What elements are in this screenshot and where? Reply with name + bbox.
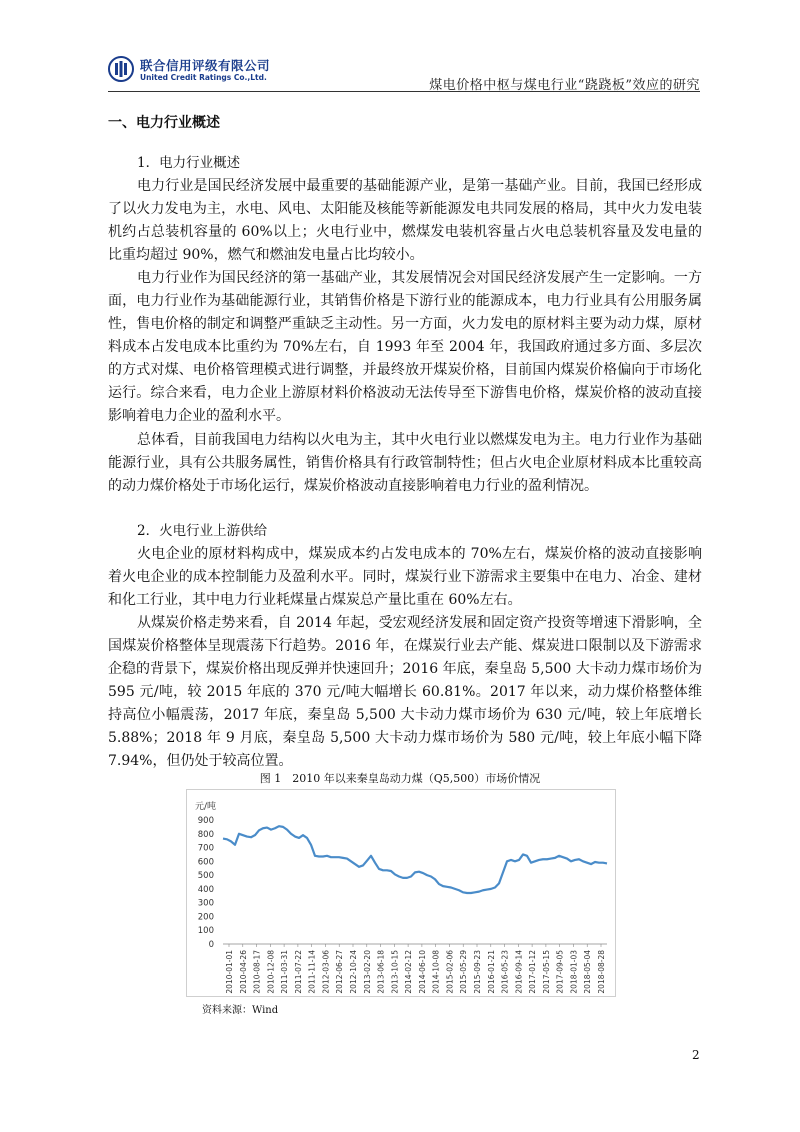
- x-tick-label: 2014-02-12: [404, 950, 414, 994]
- y-tick-label: 800: [197, 829, 214, 840]
- x-tick-label: 2015-09-23: [473, 950, 482, 994]
- chart-svg: [187, 790, 615, 996]
- x-tick-label: 2016-09-14: [514, 950, 524, 994]
- y-tick-label: 900: [197, 816, 214, 826]
- y-axis-unit-label: 元/吨: [195, 802, 217, 812]
- page-number: 2: [692, 1048, 700, 1062]
- x-tick-label: 2018-08-28: [597, 950, 606, 994]
- x-tick-label: 2010-01-01: [225, 950, 234, 994]
- x-tick-label: 2014-06-10: [417, 950, 427, 994]
- y-tick-label: 500: [197, 871, 214, 882]
- x-tick-label: 2011-07-22: [293, 950, 303, 994]
- y-tick-label: 700: [197, 843, 214, 854]
- x-tick-label: 2013-02-20: [362, 950, 372, 994]
- x-tick-label: 2010-08-17: [252, 950, 262, 994]
- paragraph-2: 电力行业作为国民经济的第一基础产业，其发展情况会对国民经济发展产生一定影响。一方面，电力行业作为基础能源行业，其销售价格是下游行业的能源成本，电力行业具有公用服务属性，售电价格的制定和调整严重缺乏主动性。另一方面，火力发电的原材料主要为动力煤，原材料成本占发电成本比重约为 70%左右，自 1993 年至 2004 年，我国政府通过多方面、多层次的方式对煤、电价格管理模式进行调整，并最终放开煤炭价格，目前国内煤炭价格偏向于市场化运行。综合来看，电力企业上游原材料价格波动无法传导至下游售电价格，煤炭价格的波动直接影响着电力企业的盈利水平。: [108, 270, 702, 424]
- paragraph-5: 从煤炭价格走势来看，自 2014 年起，受宏观经济发展和固定资产投资等增速下滑影响，全国煤炭价格整体呈现震荡下行趋势。2016 年，在煤炭行业去产能、煤炭进口限制以及下游需求企稳的背景下，煤炭价格出现反弹并快速回升；2016 年底，秦皇岛 5,500 大卡动力煤市场价为 595 元/吨，较 2015 年底的 370 元/吨大幅增长 60.81%。2017 年以来，动力煤价格整体维持高位小幅震荡，2017 年底，秦皇岛 5,500 大卡动力煤市场价为 630 元/吨，较上年底增长 5.88%；2018 年 9 月底，秦皇岛 5,500 大卡动力煤市场价为 580 元/吨，较上年底小幅下降 7.94%，但仍处于较高位置。: [108, 615, 702, 769]
- x-tick-label: 2011-11-14: [307, 950, 317, 994]
- coal-price-chart: [186, 789, 616, 997]
- paragraph-4: 火电企业的原材料构成中，煤炭成本约占发电成本的 70%左右，煤炭价格的波动直接影响着火电企业的成本控制能力及盈利水平。同时，煤炭行业下游需求主要集中在电力、冶金、建材和化工行业，其中电力行业耗煤量占煤炭总产量比重在 60%左右。: [108, 546, 702, 608]
- x-tick-label: 2013-10-15: [390, 950, 400, 994]
- company-name-en: United Credit Ratings Co.,Ltd.: [140, 73, 267, 82]
- header-divider: [108, 91, 700, 92]
- y-tick-label: 200: [197, 912, 214, 923]
- x-tick-label: 2017-05-15: [541, 950, 551, 994]
- paragraph-3: 总体看，目前我国电力结构以火电为主，其中火电行业以燃煤发电为主。电力行业作为基础能源行业，具有公共服务属性，销售价格具有行政管制特性；但占火电企业原材料成本比重较高的动力煤价格处于市场化运行，煤炭价格波动直接影响着电力行业的盈利情况。: [108, 432, 702, 494]
- subsection-heading-2: 2．火电行业上游供给: [137, 523, 268, 539]
- x-tick-label: 2015-05-29: [459, 950, 469, 994]
- x-tick-label: 2012-03-06: [321, 950, 331, 994]
- figure-source: 资料来源：Wind: [202, 1005, 279, 1016]
- x-tick-label: 2010-04-26: [238, 950, 248, 994]
- company-logo-icon: [108, 56, 134, 82]
- x-tick-label: 2018-05-04: [583, 950, 593, 994]
- figure-caption: 图 1 2010 年以来秦皇岛动力煤（Q5,500）市场价情况: [259, 772, 541, 785]
- x-tick-label: 2015-02-06: [445, 950, 455, 994]
- x-tick-label: 2011-03-31: [280, 950, 290, 994]
- page-header: [108, 52, 700, 92]
- y-tick-label: 600: [197, 857, 214, 868]
- x-tick-label: 2014-10-08: [431, 950, 441, 994]
- x-tick-label: 2012-06-27: [335, 950, 345, 994]
- x-tick-label: 2018-01-03: [569, 950, 579, 994]
- x-tick-label: 2012-10-24: [349, 950, 358, 994]
- x-tick-label: 2010-12-08: [266, 950, 276, 994]
- y-tick-label: 100: [197, 926, 214, 937]
- price-series-line: [223, 826, 607, 893]
- y-tick-label: 400: [197, 884, 214, 895]
- x-tick-label: 2016-05-23: [500, 950, 510, 994]
- x-tick-label: 2013-06-18: [376, 950, 386, 994]
- y-tick-label: 300: [197, 898, 214, 909]
- document-title: 煤电价格中枢与煤电行业“跷跷板”效应的研究: [429, 78, 700, 93]
- x-tick-label: 2016-01-21: [486, 950, 496, 994]
- y-tick-label: 0: [208, 940, 214, 950]
- x-tick-label: 2017-09-05: [555, 950, 565, 994]
- company-name-cn: 联合信用评级有限公司: [140, 58, 271, 73]
- x-tick-label: 2017-01-12: [528, 950, 538, 994]
- section-heading: 一、电力行业概述: [108, 115, 220, 131]
- subsection-heading-1: 1．电力行业概述: [137, 155, 241, 171]
- paragraph-1: 电力行业是国民经济发展中最重要的基础能源产业，是第一基础产业。目前，我国已经形成了以火力发电为主，水电、风电、太阳能及核能等新能源发电共同发展的格局，其中火力发电装机约占总装机容量的 60%以上；火电行业中，燃煤发电装机容量占火电总装机容量及发电量的比重均超过 90%，燃气和燃油发电量占比均较小。: [108, 178, 702, 263]
